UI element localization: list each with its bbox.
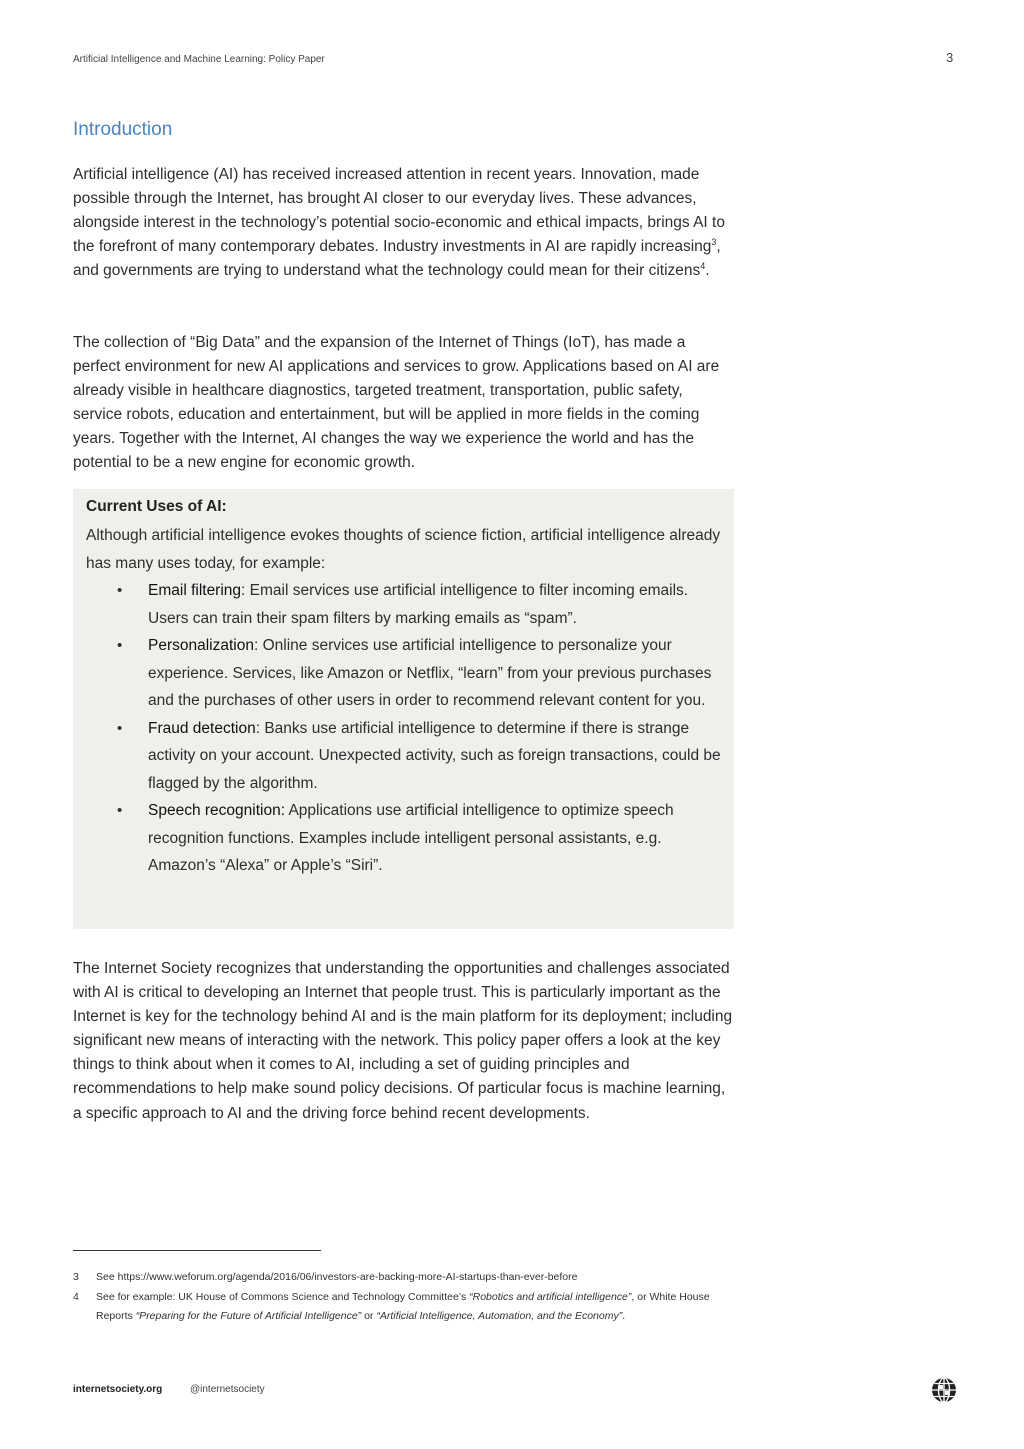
- footnote-text: , or White House Reports: [96, 1290, 710, 1322]
- footnote-number: 3: [73, 1271, 79, 1283]
- footnote-text: or: [361, 1310, 377, 1322]
- intro-paragraph-2: The collection of “Big Data” and the expansion of the Internet of Things (IoT), has made a perfect environment for new AI applications and services to grow. Applications based on AI are already visible in healthcare diagnostics, targeted treatment, transportation, public safety, service robots, education and entertainment, but will be applied in more fields in the coming years. Together with the Internet, AI changes the way we experience the world and has the potential to be a new engine for economic growth.: [73, 334, 720, 472]
- footnotes-list: [73, 1268, 713, 1327]
- use-description: : Banks use artificial intelligence to determine if there is strange activity on your account. Unexpected activity, such as foreign transactions, could be flagged by the algorithm.: [148, 719, 721, 792]
- intro-paragraph-3: The Internet Society recognizes that understanding the opportunities and challenges associated with AI is critical to developing an Internet that people trust. This is particularly important as the Internet is key for the technology behind AI and is the main platform for its deployment; including significant new means of interacting with the network. This policy paper offers a look at the key things to think about when it comes to AI, including a set of guiding principles and recommendations to help make sound policy decisions. Of particular focus is machine learning, a specific approach to AI and the driving force behind recent developments.: [73, 960, 733, 1122]
- intro-paragraph-1-text-b: , and governments are trying to understand what the technology could mean for their citizens: [73, 238, 721, 280]
- use-term: Personalization: [148, 637, 254, 654]
- bullet-icon: •: [117, 582, 123, 599]
- section-title: Introduction: [73, 119, 173, 140]
- list-item: [86, 632, 726, 715]
- footnote-text: .: [622, 1310, 626, 1322]
- use-term: Speech recognition:: [148, 802, 286, 819]
- intro-paragraph-1: [73, 163, 733, 283]
- footer-social-handle[interactable]: @internetsociety: [190, 1384, 265, 1395]
- bullet-icon: •: [117, 637, 123, 654]
- footnote-3: [73, 1268, 713, 1288]
- list-item: [86, 797, 726, 880]
- list-item: [86, 577, 726, 632]
- footer-website-link[interactable]: internetsociety.org: [73, 1384, 163, 1395]
- callout-intro: Although artificial intelligence evokes thoughts of science fiction, artificial intelligence already has many uses today, for example:: [86, 527, 721, 572]
- footnote-title: “Artificial Intelligence, Automation, and the Economy”: [376, 1310, 623, 1322]
- uses-list: [86, 577, 726, 880]
- footnote-link[interactable]: See https://www.weforum.org/agenda/2016/06/investors-are-backing-more-AI-startups-than-ever-before: [96, 1271, 578, 1283]
- footnote-text: See for example: UK House of Commons Science and Technology Committee’s: [96, 1290, 470, 1303]
- footnote-title: “Preparing for the Future of Artificial Intelligence”: [135, 1310, 362, 1322]
- footnote-number: 4: [73, 1290, 79, 1303]
- list-item: [86, 715, 726, 798]
- footnote-divider: [73, 1250, 321, 1251]
- use-term: Fraud detection: [148, 719, 256, 737]
- intro-paragraph-1-text-c: .: [705, 262, 710, 280]
- running-header-title: Artificial Intelligence and Machine Learning: Policy Paper: [73, 54, 325, 65]
- footnote-title: “Robotics and artificial intelligence”: [469, 1290, 632, 1303]
- use-description: : Email services use artificial intelligence to filter incoming emails. Users can train their spam filters by marking emails as “spam”.: [148, 582, 689, 627]
- callout-title: Current Uses of AI:: [86, 498, 227, 515]
- use-description: : Online services use artificial intelligence to personalize your experience. Services, like Amazon or Netflix, “learn” from your previous purchases and the purchases of other users in order to recommend relevant content for you.: [148, 637, 712, 709]
- bullet-icon: •: [117, 719, 123, 737]
- bullet-icon: •: [117, 802, 123, 819]
- footnote-4: [73, 1288, 713, 1327]
- current-uses-callout-box: [73, 489, 734, 929]
- footnote-ref-4[interactable]: 4: [700, 261, 706, 272]
- intro-paragraph-1-text-a: Artificial intelligence (AI) has received increased attention in recent years. Innovation, made possible through the Internet, has brought AI closer to our everyday lives. These advances, alongside interest in the technology’s potential socio-economic and ethical impacts, brings AI to the forefront of many contemporary debates. Industry investments in AI are rapidly increasing: [73, 166, 725, 256]
- footnote-ref-3[interactable]: 3: [711, 237, 717, 248]
- globe-logo-icon: [931, 1377, 957, 1403]
- use-description: Applications use artificial intelligence to optimize speech recognition functions. Examples include intelligent personal assistants, e.g. Amazon’s “Alexa” or Apple’s “Siri”.: [148, 802, 674, 874]
- use-term: Email filtering: [148, 582, 242, 599]
- page-number: 3: [946, 50, 954, 65]
